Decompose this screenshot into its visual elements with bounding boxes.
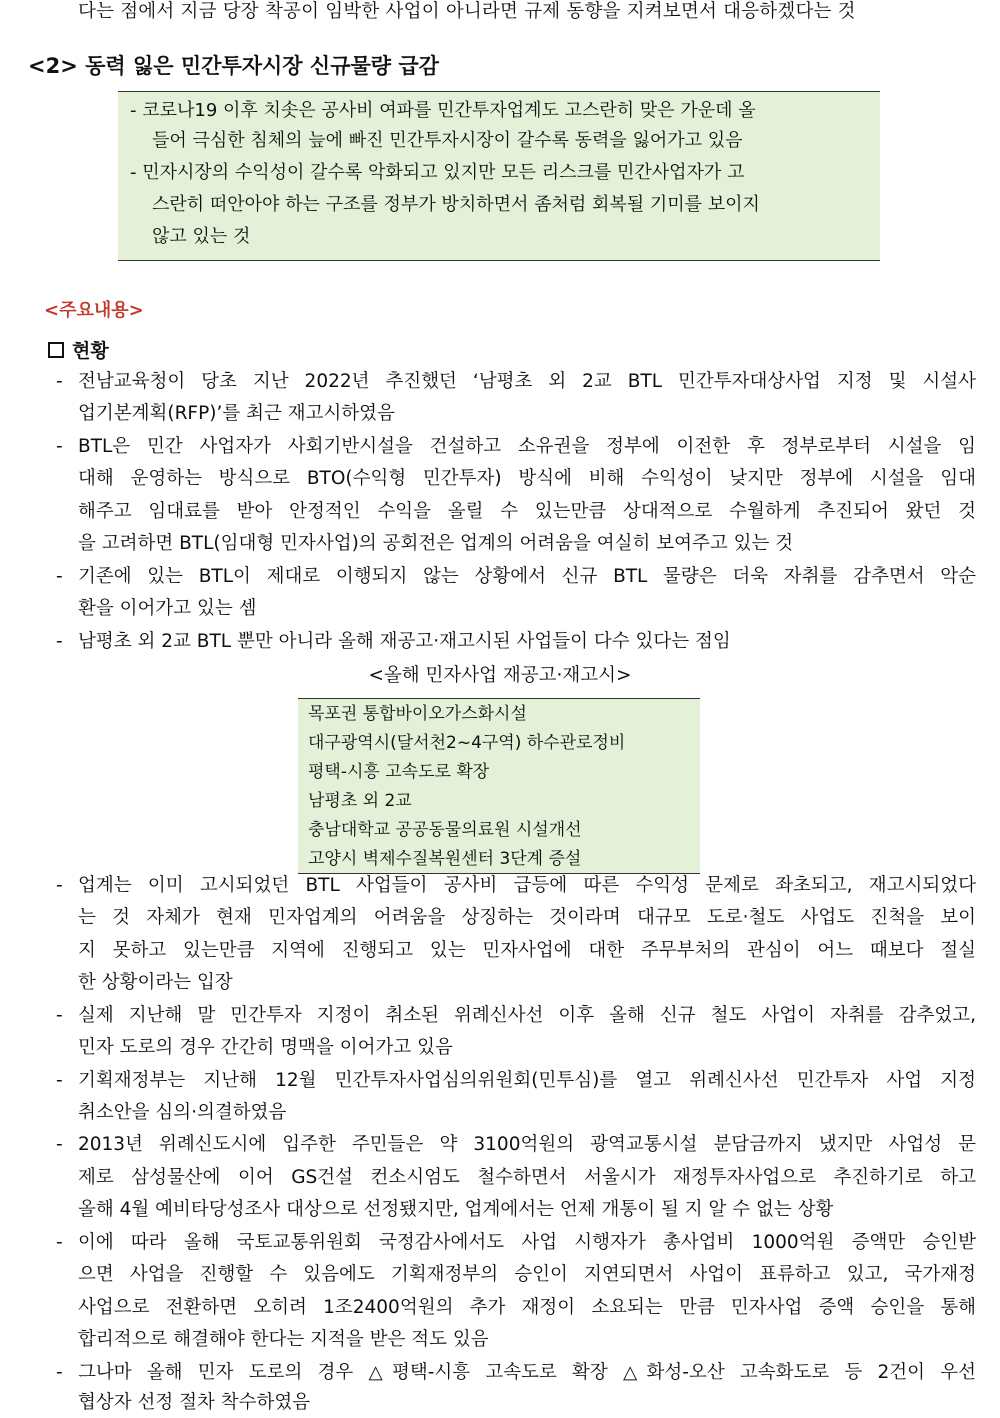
summary-line: 스란히 떠안아야 하는 구조를 정부가 방치하면서 좀처럼 회복될 기미를 보이지: [152, 194, 760, 215]
body-line: 민자 도로의 경우 간간히 명맥을 이어가고 있음: [78, 1037, 453, 1058]
summary-line: - 코로나19 이후 치솟은 공사비 여파를 민간투자업계도 고스란히 맞은 가운데 올: [130, 100, 756, 121]
body-line: 사업으로 전환하면 오히려 1조2400억원의 추가 재정이 소요되는 만큼 민자사업 증액 승인을 통해: [78, 1297, 976, 1318]
dash-icon: -: [56, 1070, 63, 1091]
dash-icon: -: [56, 1362, 63, 1383]
body-line: 합리적으로 해결해야 한다는 지적을 받은 적도 있음: [78, 1329, 489, 1350]
body-line: 으면 사업을 진행할 수 있음에도 기획재정부의 승인이 지연되면서 사업이 표류하고 있고, 국가재정: [78, 1264, 976, 1285]
body-line: 협상자 선정 절차 착수하였음: [78, 1392, 311, 1413]
intro-line: 다는 점에서 지금 당장 착공이 임박한 사업이 아니라면 규제 동향을 지켜보면서 대응하겠다는 것: [78, 1, 856, 22]
summary-box: [118, 91, 880, 261]
body-line: 을 고려하면 BTL(임대형 민자사업)의 공회전은 업계의 어려움을 여실히 보여주고 있는 것: [78, 533, 794, 554]
body-line: 기획재정부는 지난해 12월 민간투자사업심의위원회(민투심)를 열고 위례신사선 민간투자 사업 지정: [78, 1070, 976, 1091]
body-line: 한 상황이라는 입장: [78, 972, 233, 993]
table-row: 평택-시흥 고속도로 확장: [308, 762, 490, 782]
table-row: 고양시 벽제수질복원센터 3단계 증설: [308, 849, 582, 869]
table-row: 대구광역시(달서천2~4구역) 하수관로정비: [308, 733, 626, 753]
summary-line: - 민자시장의 수익성이 갈수록 악화되고 있지만 모든 리스크를 민간사업자가 고: [130, 162, 745, 183]
table-caption: <올해 민자사업 재공고·재고시>: [368, 665, 632, 686]
body-line: 이에 따라 올해 국토교통위원회 국정감사에서도 사업 시행자가 총사업비 1000억원 증액만 승인받: [78, 1232, 976, 1253]
status-heading-text: 현황: [72, 340, 109, 362]
body-line: 2013년 위례신도시에 입주한 주민들은 약 3100억원의 광역교통시설 분담금까지 냈지만 사업성 문: [78, 1134, 976, 1155]
body-line: 업기본계획(RFP)’를 최근 재고시하였음: [78, 403, 395, 424]
checkbox-square-icon: [48, 342, 64, 358]
project-table: [298, 698, 700, 874]
body-line: 환을 이어가고 있는 셈: [78, 598, 257, 619]
body-line: 올해 4월 예비타당성조사 대상으로 선정됐지만, 업계에서는 언제 개통이 될 지 알 수 없는 상황: [78, 1199, 834, 1220]
body-line: 실제 지난해 말 민간투자 지정이 취소된 위례신사선 이후 올해 신규 철도 사업이 자취를 감추었고,: [78, 1005, 976, 1026]
dash-icon: -: [56, 1005, 63, 1026]
body-line: 남평초 외 2교 BTL 뿐만 아니라 올해 재공고·재고시된 사업들이 다수 있다는 점임: [78, 631, 731, 652]
body-line: 업계는 이미 고시되었던 BTL 사업들이 공사비 급등에 따른 수익성 문제로 좌초되고, 재고시되었다: [78, 875, 976, 896]
major-content-label: <주요내용>: [44, 300, 144, 321]
table-row: 남평초 외 2교: [308, 791, 412, 811]
body-line: 전남교육청이 당초 지난 2022년 추진했던 ‘남평초 외 2교 BTL 민간투자대상사업 지정 및 시설사: [78, 371, 976, 392]
dash-icon: -: [56, 1134, 63, 1155]
body-line: 해주고 임대료를 받아 안정적인 수익을 올릴 수 있는만큼 상대적으로 수월하게 추진되어 왔던 것: [78, 501, 976, 522]
table-row: 충남대학교 공공동물의료원 시설개선: [308, 820, 582, 840]
body-line: 기존에 있는 BTL이 제대로 이행되지 않는 상황에서 신규 BTL 물량은 더욱 자취를 감추면서 악순: [78, 566, 976, 587]
summary-line: 들어 극심한 침체의 늪에 빠진 민간투자시장이 갈수록 동력을 잃어가고 있음: [152, 130, 743, 151]
body-line: 는 것 자체가 현재 민자업계의 어려움을 상징하는 것이라며 대규모 도로·철도 사업도 진척을 보이: [78, 907, 976, 928]
table-row: 목포권 통합바이오가스화시설: [308, 704, 527, 724]
body-line: 지 못하고 있는만큼 지역에 진행되고 있는 민자사업에 대한 주무부처의 관심이 어느 때보다 절실: [78, 940, 976, 961]
dash-icon: -: [56, 1232, 63, 1253]
body-line: BTL은 민간 사업자가 사회기반시설을 건설하고 소유권을 정부에 이전한 후 정부로부터 시설을 임: [78, 436, 976, 457]
body-line: 그나마 올해 민자 도로의 경우 △평택-시흥 고속도로 확장 △화성-오산 고속화도로 등 2건이 우선: [78, 1362, 976, 1383]
body-line: 대해 운영하는 방식으로 BTO(수익형 민간투자) 방식에 비해 수익성이 낮지만 정부에 시설을 임대: [78, 468, 976, 489]
summary-line: 않고 있는 것: [152, 226, 251, 247]
dash-icon: -: [56, 371, 63, 392]
dash-icon: -: [56, 566, 63, 587]
status-heading: [48, 336, 109, 363]
dash-icon: -: [56, 436, 63, 457]
section-title: <2> 동력 잃은 민간투자시장 신규물량 급감: [28, 54, 439, 78]
dash-icon: -: [56, 631, 63, 652]
body-line: 제로 삼성물산에 이어 GS건설 컨소시엄도 철수하면서 서울시가 재정투자사업으로 추진하기로 하고: [78, 1167, 976, 1188]
dash-icon: -: [56, 875, 63, 896]
body-line: 취소안을 심의·의결하였음: [78, 1102, 287, 1123]
